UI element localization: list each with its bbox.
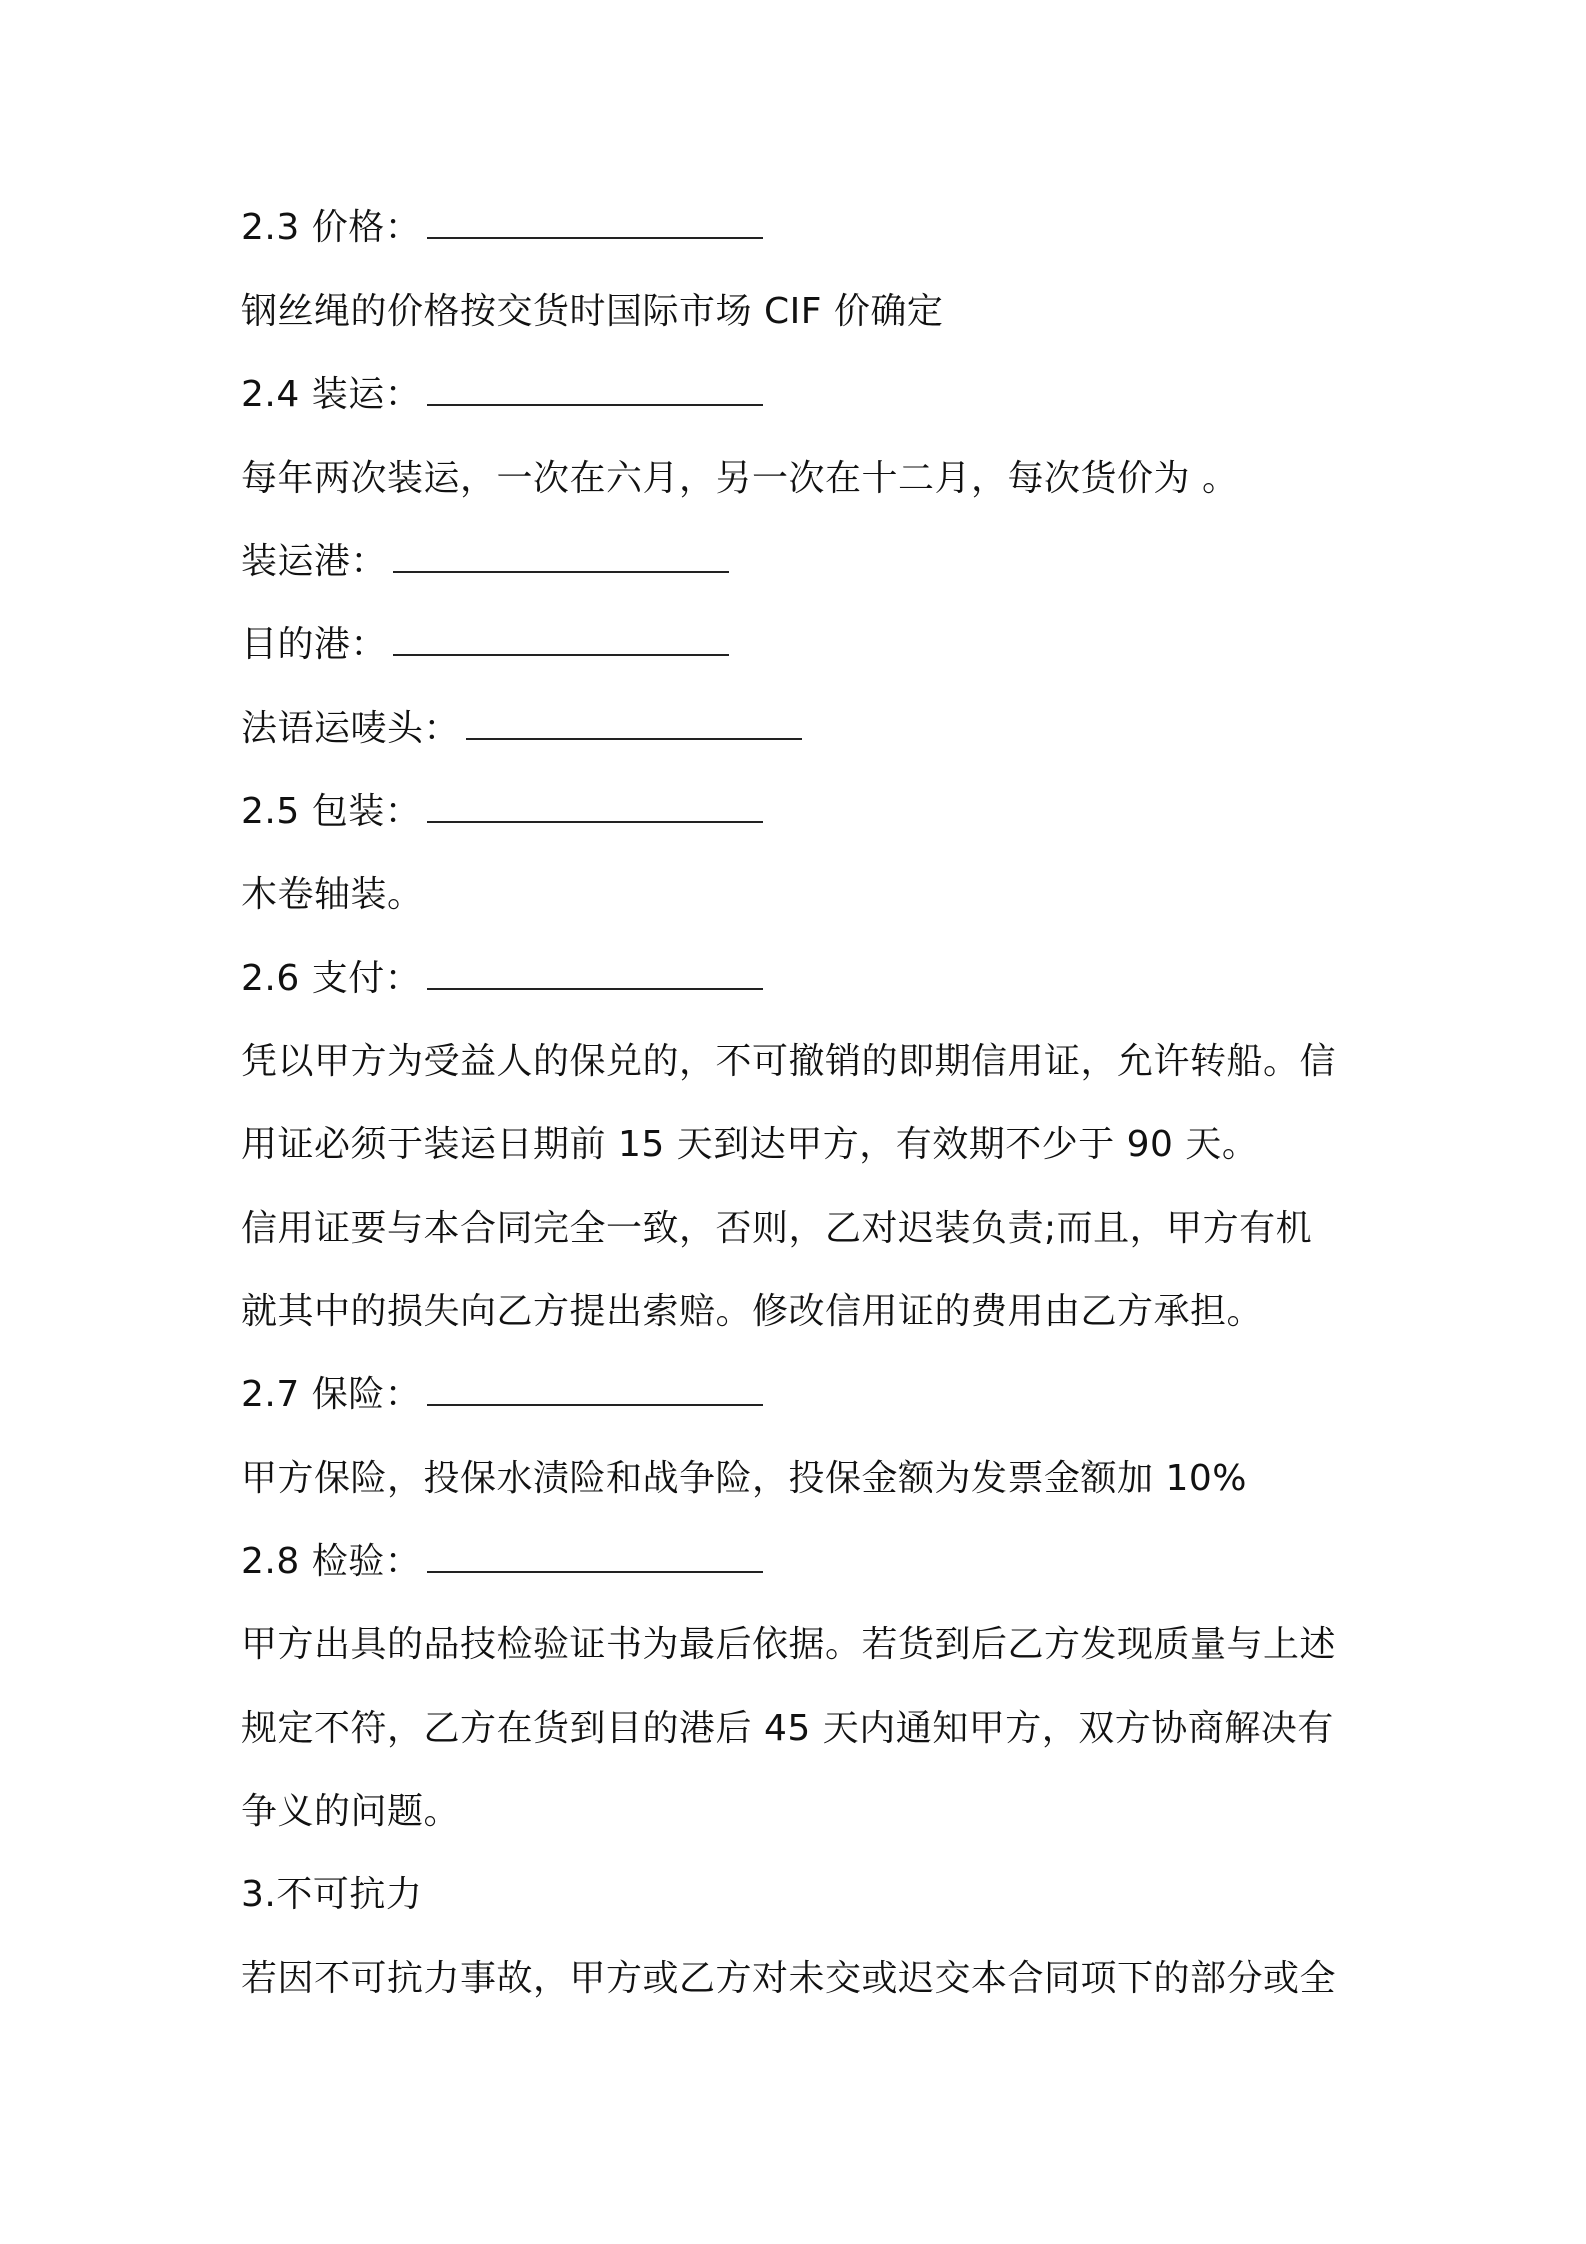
line-text: 2.7 保险：: [241, 1374, 422, 1415]
line-text: 目的港：: [241, 624, 388, 665]
insurance-description: [241, 1454, 1247, 1504]
force-majeure-paragraph-line-1: [241, 1954, 1336, 2004]
section-2-7-insurance-label: [241, 1370, 763, 1420]
payment-paragraph-line-1: [241, 1037, 1336, 1087]
line-text: 就其中的损失向乙方提出索赔。修改信用证的费用由乙方承担。: [241, 1291, 1264, 1332]
section-2-5-packing-label: [241, 787, 763, 837]
line-text: 每年两次装运，一次在六月，另一次在十二月，每次货价为 。: [241, 458, 1239, 499]
line-text: 2.8 检验：: [241, 1541, 422, 1582]
inspection-paragraph-line-2: [241, 1704, 1334, 1754]
destination-port-label: [241, 620, 729, 670]
line-text: 2.3 价格：: [241, 207, 422, 248]
line-text: 用证必须于装运日期前 15 天到达甲方，有效期不少于 90 天。: [241, 1124, 1259, 1165]
inspection-paragraph-line-1: [241, 1620, 1336, 1670]
shipping-mark-label: [241, 704, 802, 754]
packing-description: [241, 870, 424, 920]
line-text: 甲方出具的品技检验证书为最后依据。若货到后乙方发现质量与上述: [241, 1624, 1337, 1665]
line-text: 木卷轴装。: [241, 874, 424, 915]
price-description: [241, 287, 943, 337]
line-text: 凭以甲方为受益人的保兑的，不可撤销的即期信用证，允许转船。信: [241, 1041, 1337, 1082]
line-text: 争义的问题。: [241, 1791, 461, 1832]
section-2-8-inspection-label: [241, 1537, 763, 1587]
line-text: 装运港：: [241, 541, 388, 582]
line-text: 3.不可抗力: [241, 1874, 423, 1915]
line-text: 2.5 包装：: [241, 791, 422, 832]
loading-port-label: [241, 537, 729, 587]
fill-in-blank: [466, 704, 802, 740]
section-2-4-shipment-label: [241, 370, 763, 420]
line-text: 规定不符，乙方在货到目的港后 45 天内通知甲方，双方协商解决有: [241, 1708, 1334, 1749]
line-text: 钢丝绳的价格按交货时国际市场 CIF 价确定: [241, 291, 944, 332]
fill-in-blank: [427, 203, 763, 239]
section-2-3-price-label: [241, 203, 763, 253]
fill-in-blank: [427, 1370, 763, 1406]
section-3-force-majeure-heading: [241, 1870, 422, 1920]
section-2-6-payment-label: [241, 954, 763, 1004]
fill-in-blank: [427, 1537, 763, 1573]
payment-paragraph-line-4: [241, 1287, 1263, 1337]
inspection-paragraph-line-3: [241, 1787, 460, 1837]
shipment-description: [241, 454, 1238, 504]
payment-paragraph-line-3: [241, 1204, 1312, 1254]
line-text: 2.6 支付：: [241, 958, 422, 999]
fill-in-blank: [393, 620, 729, 656]
line-text: 法语运唛头：: [241, 708, 461, 749]
line-text: 信用证要与本合同完全一致，否则，乙对迟装负责;而且，甲方有机: [241, 1208, 1313, 1249]
fill-in-blank: [427, 787, 763, 823]
line-text: 甲方保险，投保水渍险和战争险，投保金额为发票金额加 10%: [241, 1458, 1247, 1499]
fill-in-blank: [427, 370, 763, 406]
fill-in-blank: [427, 954, 763, 990]
line-text: 若因不可抗力事故，甲方或乙方对未交或迟交本合同项下的部分或全: [241, 1958, 1337, 1999]
fill-in-blank: [393, 537, 729, 573]
payment-paragraph-line-2: [241, 1120, 1258, 1170]
line-text: 2.4 装运：: [241, 374, 422, 415]
